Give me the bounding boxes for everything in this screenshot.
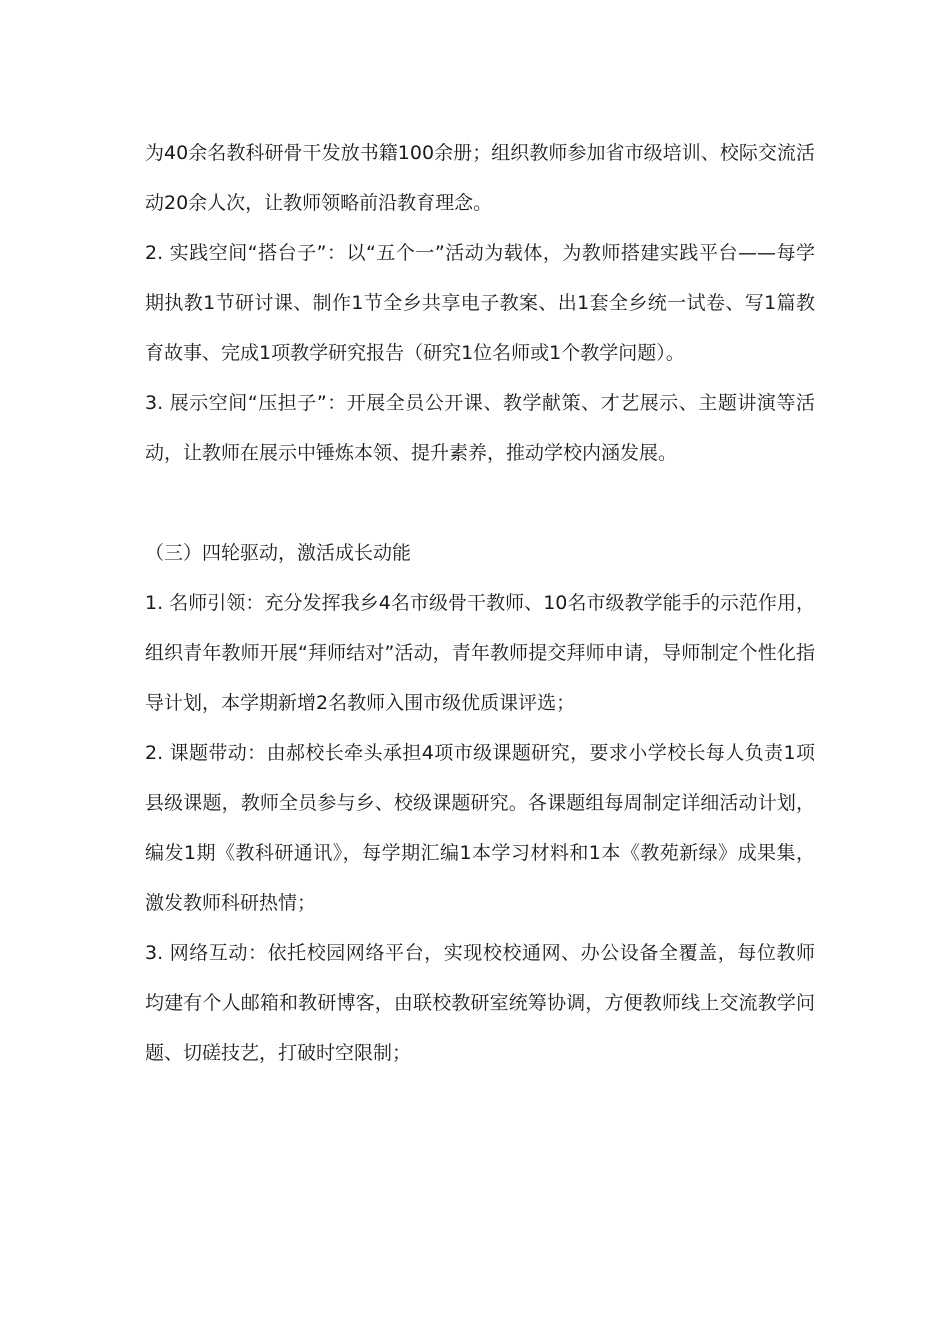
list-item-research: 2. 课题带动：由郝校长牵头承担4项市级课题研究，要求小学校长每人负责1项县级课题，教师全员参与乡、校级课题研究。各课题组每周制定详细活动计划，编发1期《教科研通讯》，每学期汇编1本学习材料和1本《教苑新绿》成果集，激发教师科研热情；	[145, 742, 815, 914]
paragraph-practice-space: 2. 实践空间“搭台子”：以“五个一”活动为载体，为教师搭建实践平台——每学期执教1节研讨课、制作1节全乡共享电子教案、出1套全乡统一试卷、写1篇教育故事、完成1项教学研究报告（研究1位名师或1个教学问题）。	[145, 242, 815, 364]
document-body	[145, 128, 815, 1078]
list-item-mentor: 1. 名师引领：充分发挥我乡4名市级骨干教师、10名市级教学能手的示范作用，组织青年教师开展“拜师结对”活动，青年教师提交拜师申请，导师制定个性化指导计划，本学期新增2名教师入围市级优质课评选；	[145, 592, 815, 714]
paragraph-display-space: 3. 展示空间“压担子”：开展全员公开课、教学献策、才艺展示、主题讲演等活动，让教师在展示中锤炼本领、提升素养，推动学校内涵发展。	[145, 392, 815, 464]
blank-line	[145, 478, 815, 528]
list-item-network: 3. 网络互动：依托校园网络平台，实现校校通网、办公设备全覆盖，每位教师均建有个人邮箱和教研博客，由联校教研室统筹协调，方便教师线上交流教学问题、切磋技艺，打破时空限制；	[145, 942, 815, 1064]
paragraph-continuation: 为40余名教科研骨干发放书籍100余册；组织教师参加省市级培训、校际交流活动20余人次，让教师领略前沿教育理念。	[145, 142, 815, 214]
section-heading: （三）四轮驱动，激活成长动能	[145, 542, 412, 564]
